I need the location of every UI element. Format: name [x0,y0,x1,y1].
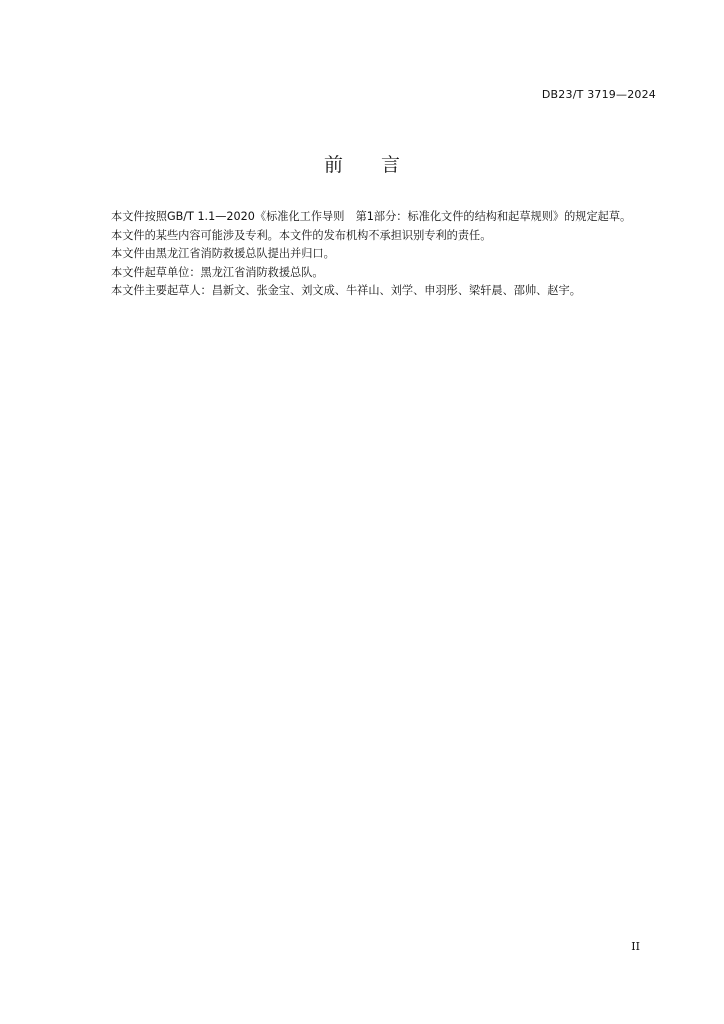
title-char-1: 前 [323,154,343,176]
foreword-body [88,208,658,301]
title-char-2: 言 [381,154,401,176]
paragraph: 本文件的某些内容可能涉及专利。本文件的发布机构不承担识别专利的责任。 [111,228,492,242]
page-number: II [631,940,640,953]
paragraph: 本文件起草单位：黑龙江省消防救援总队。 [111,265,324,279]
paragraph: 本文件按照GB/T 1.1—2020《标准化工作导则 第1部分：标准化文件的结构和起草规则》的规定起草。 [111,210,632,223]
paragraph: 本文件由黑龙江省消防救援总队提出并归口。 [111,247,335,261]
document-number: DB23/T 3719—2024 [541,88,656,101]
paragraph: 本文件主要起草人：昌新文、张金宝、刘文成、牛祥山、刘学、申羽彤、梁轩晨、邵帅、赵宇。 [111,284,581,298]
section-title [0,150,724,177]
